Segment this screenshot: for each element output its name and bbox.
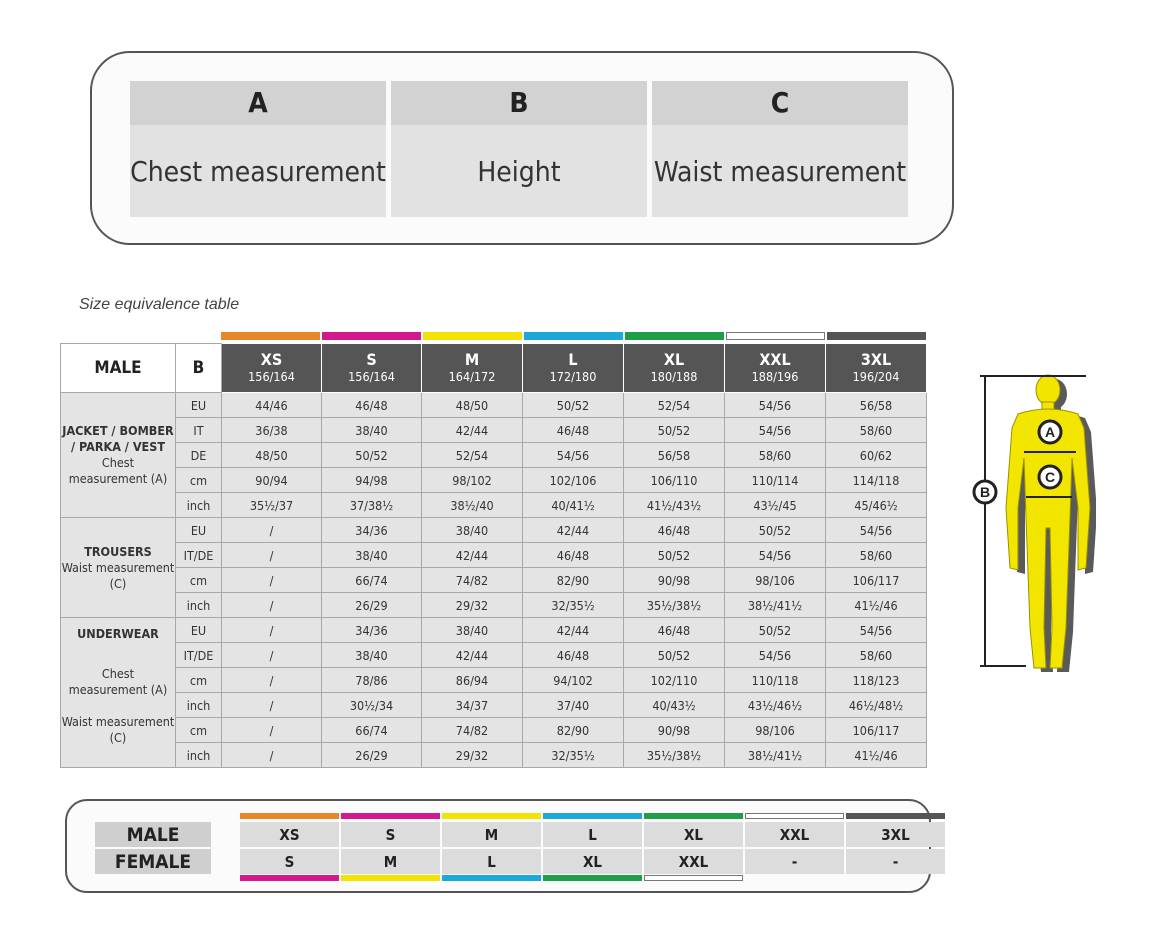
size-name: 3XL bbox=[860, 350, 892, 369]
size-value-cell: / bbox=[222, 518, 322, 543]
conversion-male-size: L bbox=[543, 822, 642, 847]
table-row bbox=[61, 643, 927, 668]
size-value-cell: 118/123 bbox=[826, 668, 927, 693]
size-value-cell: 50/52 bbox=[624, 418, 725, 443]
size-value-cell: 54/56 bbox=[826, 518, 927, 543]
size-value-cell: 32/35½ bbox=[523, 593, 624, 618]
size-value-cell: 34/36 bbox=[322, 618, 422, 643]
garment-measure-label: Chest measurement (A) bbox=[68, 666, 168, 697]
size-value-cell: 46/48 bbox=[523, 643, 624, 668]
size-value-cell: / bbox=[222, 593, 322, 618]
garment-group-label bbox=[61, 518, 176, 618]
size-value-cell: 50/52 bbox=[523, 393, 624, 418]
label-a-icon bbox=[1039, 421, 1061, 443]
size-color-strip bbox=[827, 332, 926, 340]
size-height-range: 196/204 bbox=[852, 369, 900, 384]
size-height-range: 180/188 bbox=[650, 369, 698, 384]
label-b-text: B bbox=[979, 484, 991, 500]
size-value-cell: 40/41½ bbox=[523, 493, 624, 518]
height-header: B bbox=[176, 344, 222, 393]
size-value-cell: 40/43½ bbox=[624, 693, 725, 718]
size-value-cell: 42/44 bbox=[422, 418, 523, 443]
size-header bbox=[422, 344, 523, 393]
conversion-female-size: - bbox=[745, 849, 844, 874]
legend-item-c bbox=[652, 81, 908, 217]
size-value-cell: 86/94 bbox=[422, 668, 523, 693]
table-row bbox=[61, 468, 927, 493]
unit-label: cm bbox=[176, 468, 222, 493]
legend-letter: B bbox=[391, 81, 647, 125]
size-value-cell: 50/52 bbox=[624, 643, 725, 668]
conversion-male-strip bbox=[543, 813, 642, 819]
size-name: M bbox=[464, 350, 480, 369]
size-value-cell: 90/94 bbox=[222, 468, 322, 493]
size-value-cell: / bbox=[222, 743, 322, 768]
size-value-cell: 106/117 bbox=[826, 568, 927, 593]
garment-name: JACKET / BOMBER / PARKA / VEST bbox=[62, 423, 174, 454]
size-color-strip bbox=[726, 332, 825, 340]
size-value-cell: 46/48 bbox=[624, 618, 725, 643]
size-value-cell: / bbox=[222, 543, 322, 568]
size-name: L bbox=[568, 350, 578, 369]
unit-label: EU bbox=[176, 393, 222, 418]
conversion-male-size: XS bbox=[240, 822, 339, 847]
table-row bbox=[61, 693, 927, 718]
size-value-cell: 46/48 bbox=[523, 543, 624, 568]
size-value-cell: 50/52 bbox=[624, 543, 725, 568]
unit-label: IT bbox=[176, 418, 222, 443]
size-value-cell: 42/44 bbox=[523, 618, 624, 643]
size-value-cell: 38½/41½ bbox=[725, 743, 826, 768]
unit-label: inch bbox=[176, 743, 222, 768]
conversion-female-strip bbox=[442, 875, 541, 881]
size-header bbox=[222, 344, 322, 393]
size-value-cell: 46/48 bbox=[523, 418, 624, 443]
conversion-male-strip bbox=[846, 813, 945, 819]
conversion-male-strip bbox=[341, 813, 440, 819]
size-value-cell: 54/56 bbox=[725, 643, 826, 668]
size-value-cell: 43½/45 bbox=[725, 493, 826, 518]
unit-label: inch bbox=[176, 693, 222, 718]
conversion-male-strip bbox=[442, 813, 541, 819]
size-name: XL bbox=[663, 350, 685, 369]
size-value-cell: 54/56 bbox=[725, 418, 826, 443]
size-value-cell: 102/106 bbox=[523, 468, 624, 493]
conversion-male-size: M bbox=[442, 822, 541, 847]
size-color-strip bbox=[221, 332, 320, 340]
unit-label: inch bbox=[176, 493, 222, 518]
size-height-range: 156/164 bbox=[248, 369, 295, 384]
size-value-cell: 52/54 bbox=[422, 443, 523, 468]
size-value-cell: 98/106 bbox=[725, 568, 826, 593]
size-value-cell: 58/60 bbox=[826, 643, 927, 668]
size-value-cell: 41½/46 bbox=[826, 593, 927, 618]
size-height-range: 156/164 bbox=[348, 369, 395, 384]
garment-measure-label: Waist measurement (C) bbox=[61, 714, 175, 745]
unit-label: EU bbox=[176, 518, 222, 543]
size-value-cell: 45/46½ bbox=[826, 493, 927, 518]
table-row bbox=[61, 443, 927, 468]
table-caption: Size equivalence table bbox=[79, 296, 240, 313]
conversion-male-size: XXL bbox=[745, 822, 844, 847]
size-value-cell: 36/38 bbox=[222, 418, 322, 443]
size-value-cell: 30½/34 bbox=[322, 693, 422, 718]
table-row bbox=[61, 493, 927, 518]
conversion-male-label: MALE bbox=[95, 822, 211, 847]
table-row bbox=[61, 543, 927, 568]
legend-label: Chest measurement bbox=[130, 125, 386, 217]
size-value-cell: 60/62 bbox=[826, 443, 927, 468]
size-value-cell: 29/32 bbox=[422, 593, 523, 618]
size-value-cell: 41½/46 bbox=[826, 743, 927, 768]
legend-item-a bbox=[130, 81, 386, 217]
size-color-strip bbox=[322, 332, 421, 340]
table-row bbox=[61, 518, 927, 543]
size-value-cell: 110/118 bbox=[725, 668, 826, 693]
size-value-cell: 38½/41½ bbox=[725, 593, 826, 618]
conversion-female-size: S bbox=[240, 849, 339, 874]
size-header bbox=[624, 344, 725, 393]
size-value-cell: 29/32 bbox=[422, 743, 523, 768]
size-value-cell: 46½/48½ bbox=[826, 693, 927, 718]
size-value-cell: 37/38½ bbox=[322, 493, 422, 518]
table-row bbox=[61, 418, 927, 443]
size-color-strip bbox=[524, 332, 623, 340]
size-value-cell: 110/114 bbox=[725, 468, 826, 493]
size-value-cell: 106/110 bbox=[624, 468, 725, 493]
size-header bbox=[725, 344, 826, 393]
size-value-cell: 38½/40 bbox=[422, 493, 523, 518]
size-value-cell: 58/60 bbox=[725, 443, 826, 468]
size-value-cell: 42/44 bbox=[523, 518, 624, 543]
size-value-cell: 38/40 bbox=[422, 618, 523, 643]
size-value-cell: 74/82 bbox=[422, 568, 523, 593]
garment-measure-label: Waist measurement (C) bbox=[61, 559, 175, 591]
size-name: XS bbox=[260, 350, 283, 369]
table-row bbox=[61, 568, 927, 593]
size-value-cell: 38/40 bbox=[422, 518, 523, 543]
legend-letter: C bbox=[652, 81, 908, 125]
table-row bbox=[61, 593, 927, 618]
conversion-male-size: XL bbox=[644, 822, 743, 847]
conversion-female-size: XL bbox=[543, 849, 642, 874]
size-value-cell: 35½/38½ bbox=[624, 743, 725, 768]
size-value-cell: 98/106 bbox=[725, 718, 826, 743]
size-value-cell: 90/98 bbox=[624, 568, 725, 593]
label-b-icon bbox=[974, 481, 996, 503]
size-color-strip bbox=[625, 332, 724, 340]
size-value-cell: 52/54 bbox=[624, 393, 725, 418]
size-value-cell: / bbox=[222, 643, 322, 668]
conversion-male-size: S bbox=[341, 822, 440, 847]
unit-label: cm bbox=[176, 668, 222, 693]
size-value-cell: 94/98 bbox=[322, 468, 422, 493]
size-value-cell: 54/56 bbox=[725, 393, 826, 418]
garment-name: UNDERWEAR bbox=[77, 626, 159, 641]
size-name: S bbox=[366, 350, 377, 369]
size-value-cell: / bbox=[222, 668, 322, 693]
size-value-cell: 26/29 bbox=[322, 743, 422, 768]
conversion-female-size: XXL bbox=[644, 849, 743, 874]
size-height-range: 164/172 bbox=[448, 369, 496, 384]
conversion-female-strip bbox=[341, 875, 440, 881]
legend-label: Waist measurement bbox=[652, 125, 908, 217]
size-value-cell: 56/58 bbox=[826, 393, 927, 418]
size-value-cell: 54/56 bbox=[725, 543, 826, 568]
size-value-cell: 43½/46½ bbox=[725, 693, 826, 718]
unit-label: IT/DE bbox=[176, 543, 222, 568]
label-c-text: C bbox=[1044, 469, 1056, 485]
legend-label: Height bbox=[391, 125, 647, 217]
conversion-male-size: 3XL bbox=[846, 822, 945, 847]
male-female-conversion bbox=[65, 799, 931, 893]
legend-item-b bbox=[391, 81, 647, 217]
size-value-cell: 58/60 bbox=[826, 543, 927, 568]
garment-name: TROUSERS bbox=[84, 543, 152, 559]
size-value-cell: 54/56 bbox=[826, 618, 927, 643]
legend-letter: A bbox=[130, 81, 386, 125]
unit-label: IT/DE bbox=[176, 643, 222, 668]
conversion-female-strip bbox=[240, 875, 339, 881]
conversion-male-strip bbox=[240, 813, 339, 819]
size-value-cell: 50/52 bbox=[725, 518, 826, 543]
size-height-range: 188/196 bbox=[751, 369, 799, 384]
unit-label: DE bbox=[176, 443, 222, 468]
size-value-cell: 102/110 bbox=[624, 668, 725, 693]
size-value-cell: 48/50 bbox=[222, 443, 322, 468]
size-header bbox=[826, 344, 927, 393]
conversion-female-label: FEMALE bbox=[95, 849, 211, 874]
table-row bbox=[61, 743, 927, 768]
conversion-female-size: M bbox=[341, 849, 440, 874]
conversion-female-size: L bbox=[442, 849, 541, 874]
unit-label: cm bbox=[176, 568, 222, 593]
unit-label: inch bbox=[176, 593, 222, 618]
size-value-cell: 34/37 bbox=[422, 693, 523, 718]
size-value-cell: / bbox=[222, 618, 322, 643]
size-value-cell: 48/50 bbox=[422, 393, 523, 418]
garment-measure-label: Chest measurement (A) bbox=[68, 455, 168, 486]
size-value-cell: 42/44 bbox=[422, 643, 523, 668]
size-value-cell: 38/40 bbox=[322, 643, 422, 668]
size-name: XXL bbox=[759, 350, 791, 369]
size-value-cell: 78/86 bbox=[322, 668, 422, 693]
garment-group-label bbox=[61, 618, 176, 768]
conversion-female-size: - bbox=[846, 849, 945, 874]
table-row bbox=[61, 618, 927, 643]
size-value-cell: 66/74 bbox=[322, 568, 422, 593]
conversion-female-strip bbox=[644, 875, 743, 881]
body-figure bbox=[966, 368, 1096, 674]
size-height-range: 172/180 bbox=[549, 369, 597, 384]
size-value-cell: 114/118 bbox=[826, 468, 927, 493]
size-value-cell: 35½/37 bbox=[222, 493, 322, 518]
size-value-cell: 94/102 bbox=[523, 668, 624, 693]
table-row bbox=[61, 718, 927, 743]
unit-label: EU bbox=[176, 618, 222, 643]
size-value-cell: 42/44 bbox=[422, 543, 523, 568]
size-value-cell: 46/48 bbox=[624, 518, 725, 543]
size-value-cell: 82/90 bbox=[523, 718, 624, 743]
size-value-cell: 66/74 bbox=[322, 718, 422, 743]
size-value-cell: 50/52 bbox=[322, 443, 422, 468]
size-value-cell: 50/52 bbox=[725, 618, 826, 643]
conversion-male-strip bbox=[644, 813, 743, 819]
size-value-cell: 26/29 bbox=[322, 593, 422, 618]
garment-group-label bbox=[61, 393, 176, 518]
male-header: MALE bbox=[61, 344, 176, 393]
size-equivalence-table bbox=[60, 343, 927, 768]
size-value-cell: 54/56 bbox=[523, 443, 624, 468]
unit-label: cm bbox=[176, 718, 222, 743]
size-value-cell: 82/90 bbox=[523, 568, 624, 593]
size-value-cell: / bbox=[222, 718, 322, 743]
size-value-cell: / bbox=[222, 568, 322, 593]
label-c-icon bbox=[1039, 466, 1061, 488]
conversion-male-strip bbox=[745, 813, 844, 819]
size-value-cell: 90/98 bbox=[624, 718, 725, 743]
size-value-cell: 98/102 bbox=[422, 468, 523, 493]
size-value-cell: 37/40 bbox=[523, 693, 624, 718]
size-value-cell: 74/82 bbox=[422, 718, 523, 743]
size-value-cell: 58/60 bbox=[826, 418, 927, 443]
label-a-text: A bbox=[1044, 424, 1056, 440]
size-color-strip bbox=[423, 332, 522, 340]
size-value-cell: 41½/43½ bbox=[624, 493, 725, 518]
size-header bbox=[322, 344, 422, 393]
size-value-cell: 35½/38½ bbox=[624, 593, 725, 618]
table-row bbox=[61, 668, 927, 693]
size-value-cell: 44/46 bbox=[222, 393, 322, 418]
conversion-female-strip bbox=[543, 875, 642, 881]
size-value-cell: 46/48 bbox=[322, 393, 422, 418]
size-value-cell: 38/40 bbox=[322, 418, 422, 443]
table-row bbox=[61, 393, 927, 418]
size-value-cell: / bbox=[222, 693, 322, 718]
size-value-cell: 32/35½ bbox=[523, 743, 624, 768]
size-value-cell: 34/36 bbox=[322, 518, 422, 543]
size-value-cell: 106/117 bbox=[826, 718, 927, 743]
measurement-legend bbox=[90, 51, 954, 245]
size-header bbox=[523, 344, 624, 393]
size-value-cell: 56/58 bbox=[624, 443, 725, 468]
size-value-cell: 38/40 bbox=[322, 543, 422, 568]
